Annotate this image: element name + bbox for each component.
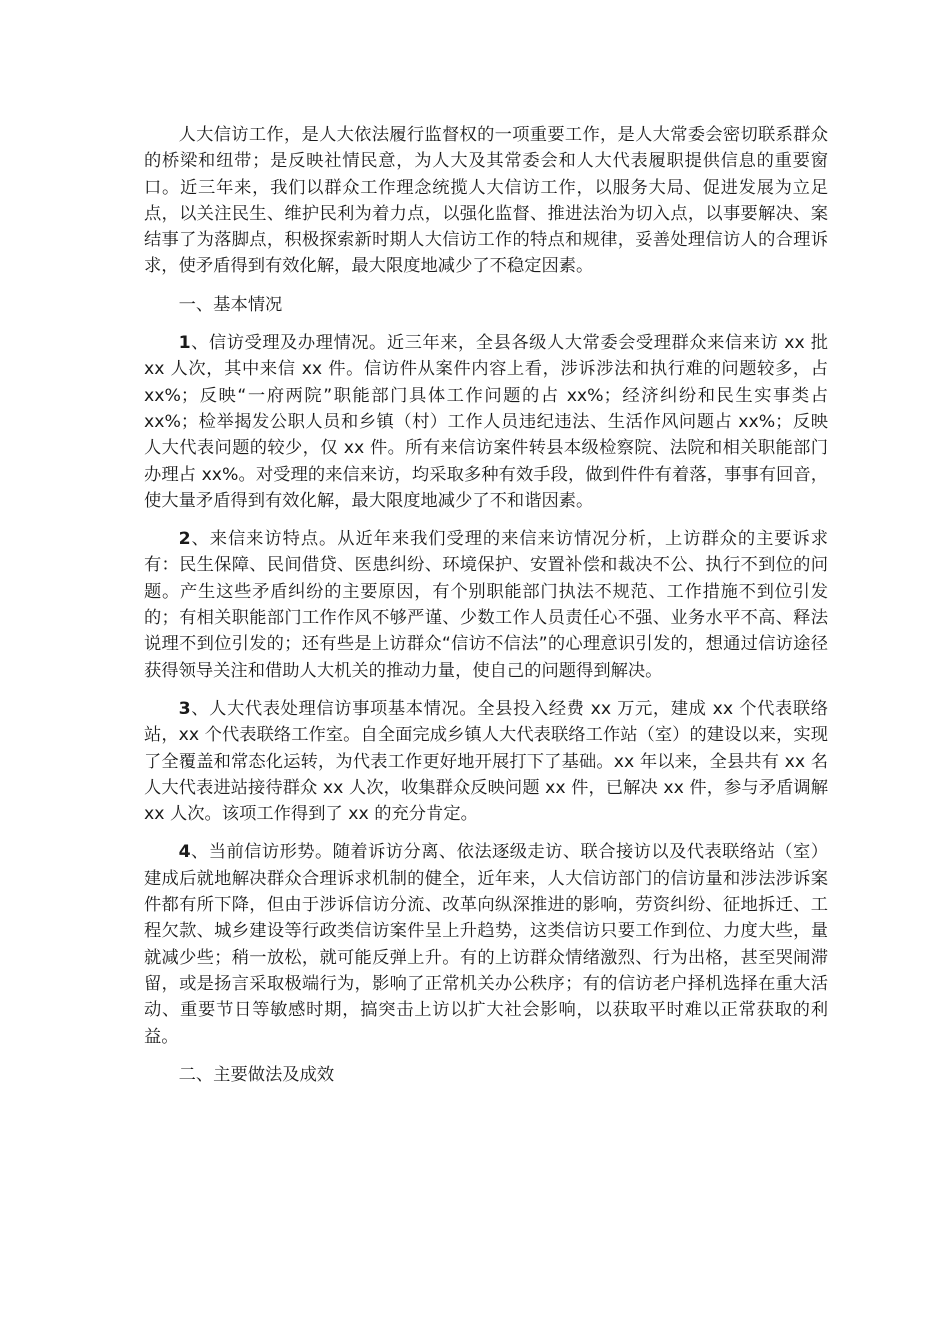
- item-number: 3: [178, 698, 191, 719]
- item-number: 2: [178, 529, 191, 550]
- item-text: 、当前信访形势。随着诉访分离、依法逐级走访、联合接访以及代表联络站（室）建成后就地解决群众合理诉求机制的健全，近年来，人大信访部门的信访量和涉法涉诉案件都有所下降，但由于涉诉信访分流、改革向纵深推进的影响，劳资纠纷、征地拆迁、工程欠款、城乡建设等行政类信访案件呈上升趋势，这类信访只要工作到位、力度大些，量就减少些；稍一放松，就可能反弹上升。有的上访群众情绪激烈、行为出格，甚至哭闹滞留，或是扬言采取极端行为，影响了正常机关办公秩序；有的信访老户择机选择在重大活动、重要节日等敏感时期，搞突击上访以扩大社会影响，以获取平时难以正常获取的利益。: [144, 842, 828, 1047]
- item-text: 、信访受理及办理情况。近三年来，全县各级人大常委会受理群众来信来访 xx 批 xx 人次，其中来信 xx 件。信访件从案件内容上看，涉诉涉法和执行难的问题较多，占 xx%；反映“一府两院”职能部门具体工作问题的占 xx%；经济纠纷和民生实事类占 xx%；检举揭发公职人员和乡镇（村）工作人员违纪违法、生活作风问题占 xx%；反映人大代表问题的较少，仅 xx 件。所有来信访案件转县本级检察院、法院和相关职能部门办理占 xx%。对受理的来信来访，均采取多种有效手段，做到件件有着落，事事有回音，使大量矛盾得到有效化解，最大限度地减少了不和谐因素。: [144, 333, 828, 511]
- item-paragraph-2: [144, 526, 828, 684]
- item-paragraph-1: [144, 330, 828, 514]
- item-paragraph-3: [144, 696, 828, 827]
- item-number: 1: [178, 333, 191, 354]
- intro-paragraph: 人大信访工作，是人大依法履行监督权的一项重要工作，是人大常委会密切联系群众的桥梁和纽带；是反映社情民意，为人大及其常委会和人大代表履职提供信息的重要窗口。近三年来，我们以群众工作理念统揽人大信访工作，以服务大局、促进发展为立足点，以关注民生、维护民利为着力点，以强化监督、推进法治为切入点，以事要解决、案结事了为落脚点，积极探索新时期人大信访工作的特点和规律，妥善处理信访人的合理诉求，使矛盾得到有效化解，最大限度地减少了不稳定因素。: [144, 125, 828, 277]
- document-body: [144, 122, 828, 1100]
- item-paragraph-4: [144, 839, 828, 1049]
- section-heading-basic-situation: 一、基本情况: [178, 294, 283, 315]
- item-number: 4: [178, 842, 191, 863]
- item-text: 、来信来访特点。从近年来我们受理的来信来访情况分析，上访群众的主要诉求有：民生保障、民间借贷、医患纠纷、环境保护、安置补偿和裁决不公、执行不到位的问题。产生这些矛盾纠纷的主要原因，有个别职能部门执法不规范、工作措施不到位引发的；有相关职能部门工作作风不够严谨、少数工作人员责任心不强、业务水平不高、释法说理不到位引发的；还有些是上访群众“信访不信法”的心理意识引发的，想通过信访途径获得领导关注和借助人大机关的推动力量，使自己的问题得到解决。: [144, 529, 828, 681]
- section-heading-main-practices: 二、主要做法及成效: [178, 1064, 335, 1085]
- item-text: 、人大代表处理信访事项基本情况。全县投入经费 xx 万元，建成 xx 个代表联络站，xx 个代表联络工作室。自全面完成乡镇人大代表联络工作站（室）的建设以来，实现了全覆盖和常态化运转，为代表工作更好地开展打下了基础。xx 年以来，全县共有 xx 名人大代表进站接待群众 xx 人次，收集群众反映问题 xx 件，已解决 xx 件，参与矛盾调解 xx 人次。该项工作得到了 xx 的充分肯定。: [144, 698, 828, 825]
